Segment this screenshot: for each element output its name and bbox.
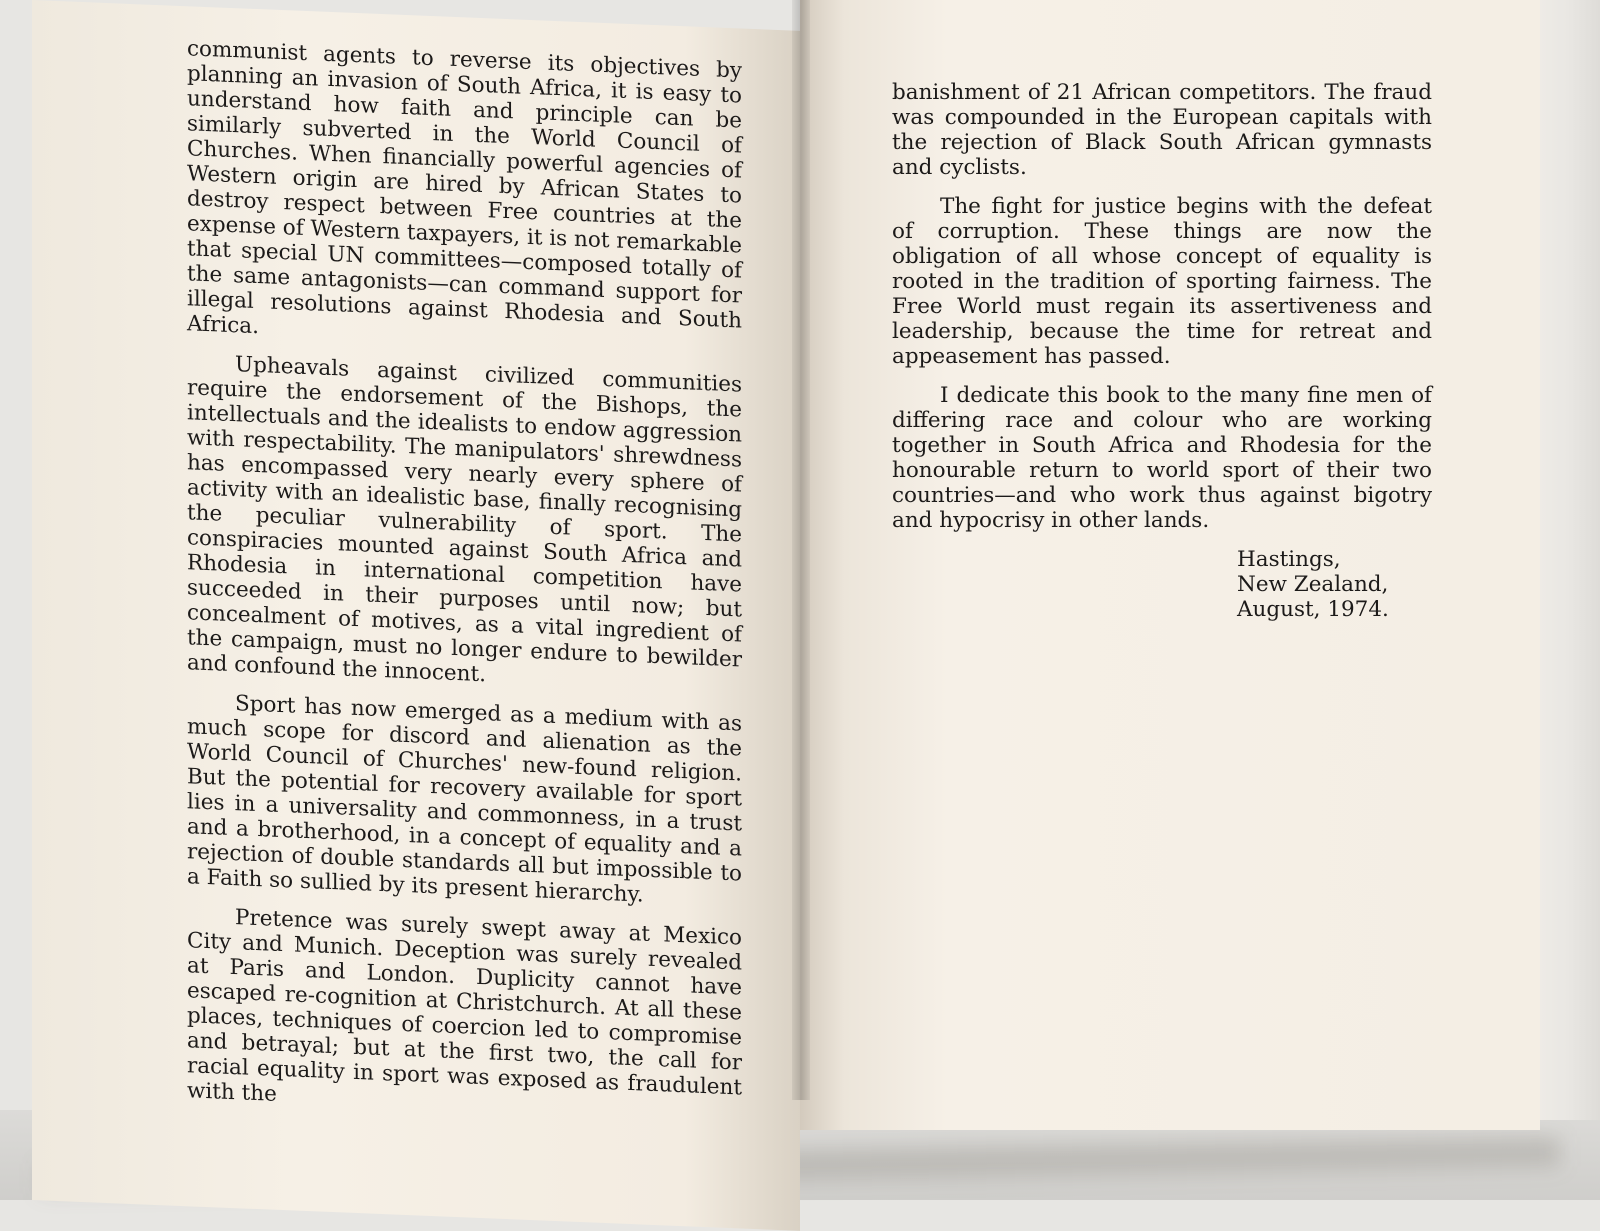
signature-date: August, 1974. xyxy=(1237,597,1389,622)
signature-country: New Zealand, xyxy=(1237,572,1389,597)
right-page xyxy=(800,0,1540,1130)
right-paragraph-2: The fight for justice begins with the defeat of corruption. These things are now the obligation of all whose concept of equality is rooted in the tradition of sporting fairness. The Free World must regain its assertiveness and leadership, because the time for retreat and appeasement has passed. xyxy=(892,194,1432,369)
signature-place: Hastings, xyxy=(1237,547,1341,572)
signature-block xyxy=(1237,547,1432,622)
left-paragraph-1: communist agents to reverse its objectives by planning an invasion of South Africa, it is easy to understand how faith and principle can be similarly subverted in the World Council of Churches. When financially powerful agencies of Western origin are hired by African States to destroy respect between Free countries at the expense of Western taxpayers, it is not remarkable that special UN committees—composed totally of the same antagonists—can command support for illegal resolutions against Rhodesia and South Africa. xyxy=(187,36,743,340)
right-paragraph-1: banishment of 21 African competitors. The fraud was compounded in the European capitals with the rejection of Black South African gymnasts and cyclists. xyxy=(892,80,1432,180)
left-page-text xyxy=(187,36,742,1139)
book-gutter xyxy=(792,0,810,1100)
left-paragraph-2: Upheavals against civilized communities require the endorsement of the Bishops, the intellectuals and the idealists to endow aggression with respectability. The manipulators' shrewdness has encompassed very nearly every sphere of activity with an idealistic base, finally recognising the peculiar vulnerability of sport. The conspiracies mounted against South Africa and Rhodesia in international competition have succeeded in their purposes until now; but concealment of motives, as a vital ingredient of the campaign, must no longer endure to bewilder and confound the innocent. xyxy=(187,352,742,688)
right-page-text xyxy=(892,80,1432,622)
left-page xyxy=(32,0,800,1231)
left-paragraph-4: Pretence was surely swept away at Mexico City and Munich. Deception was surely revealed at Paris and London. Duplicity cannot have escaped re-cognition at Christchurch. At all these places, techniques of coercion led to compromise and betrayal; but at the first two, the call for racial equality in sport was exposed as fraudulent with the xyxy=(187,905,742,1107)
right-paragraph-3: I dedicate this book to the many fine men of differing race and colour who are working together in South Africa and Rhodesia for the honourable return to world sport of their two countries—and who work thus against bigotry and hypocrisy in other lands. xyxy=(892,383,1432,533)
left-paragraph-3: Sport has now emerged as a medium with as much scope for discord and alienation as the World Council of Churches' new-found religion. But the potential for recovery available for sport lies in a universality and commonness, in a trust and a brotherhood, in a concept of equality and a rejection of double standards all but impossible to a Faith so sullied by its present hierarchy. xyxy=(187,691,742,908)
